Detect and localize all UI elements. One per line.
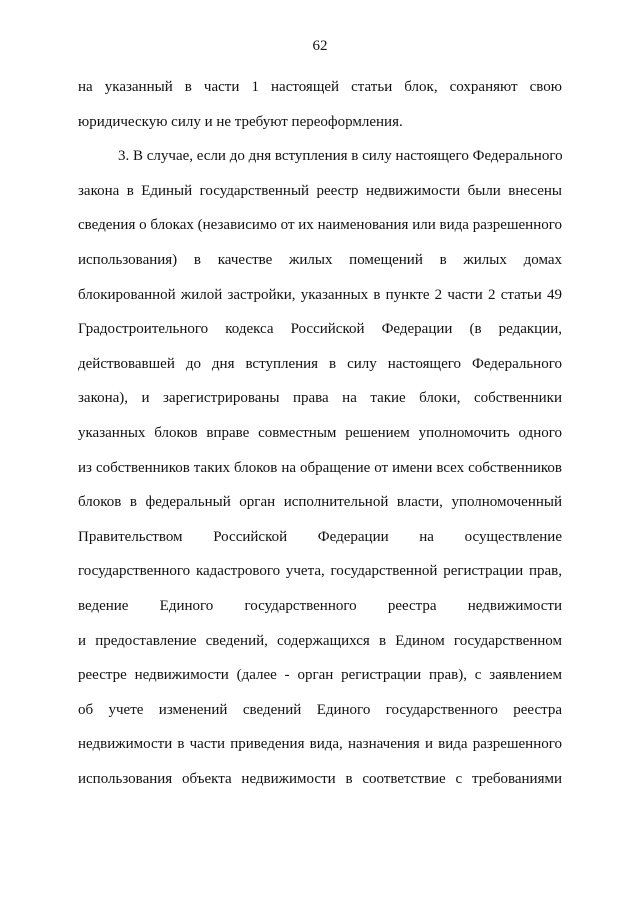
- text-line: указанных блоков вправе совместным решением уполномочить одного: [78, 424, 562, 441]
- text-line: на указанный в части 1 настоящей статьи блок, сохраняют свою: [78, 79, 562, 95]
- text-line: закона), и зарегистрированы права на такие блоки, собственники: [78, 390, 562, 407]
- text-line: из собственников таких блоков на обращение от имени всех собственников: [78, 459, 562, 476]
- text-line: блоков в федеральный орган исполнительной власти, уполномоченный: [78, 494, 562, 511]
- page-number: 62: [312, 38, 328, 54]
- text-line: об учете изменений сведений Единого государственного реестра: [78, 701, 562, 718]
- text-line: блокированной жилой застройки, указанных в пункте 2 части 2 статьи 49: [78, 286, 562, 303]
- text-line: реестре недвижимости (далее - орган регистрации прав), с заявлением: [78, 667, 562, 684]
- text-line: и предоставление сведений, содержащихся в Едином государственном: [78, 632, 562, 649]
- text-line: использования объекта недвижимости в соответствие с требованиями: [78, 770, 562, 787]
- text-line: закона в Единый государственный реестр недвижимости были внесены: [78, 182, 562, 199]
- paragraph-start-line: 3. В случае, если до дня вступления в силу настоящего Федерального: [118, 148, 563, 165]
- document-body: [78, 74, 562, 800]
- text-line: Правительством Российской Федерации на осуществление: [78, 528, 562, 545]
- text-line: сведения о блоках (независимо от их наименования или вида разрешенного: [78, 217, 562, 234]
- text-line: использования) в качестве жилых помещений в жилых домах: [78, 251, 562, 268]
- text-line: недвижимости в части приведения вида, назначения и вида разрешенного: [78, 736, 562, 753]
- text-line: Градостроительного кодекса Российской Федерации (в редакции,: [78, 321, 562, 338]
- text-line: юридическую силу и не требуют переоформления.: [78, 113, 403, 130]
- text-line: ведение Единого государственного реестра недвижимости: [78, 597, 562, 614]
- text-line: государственного кадастрового учета, государственной регистрации прав,: [78, 563, 562, 580]
- text-line: действовавшей до дня вступления в силу настоящего Федерального: [78, 355, 562, 372]
